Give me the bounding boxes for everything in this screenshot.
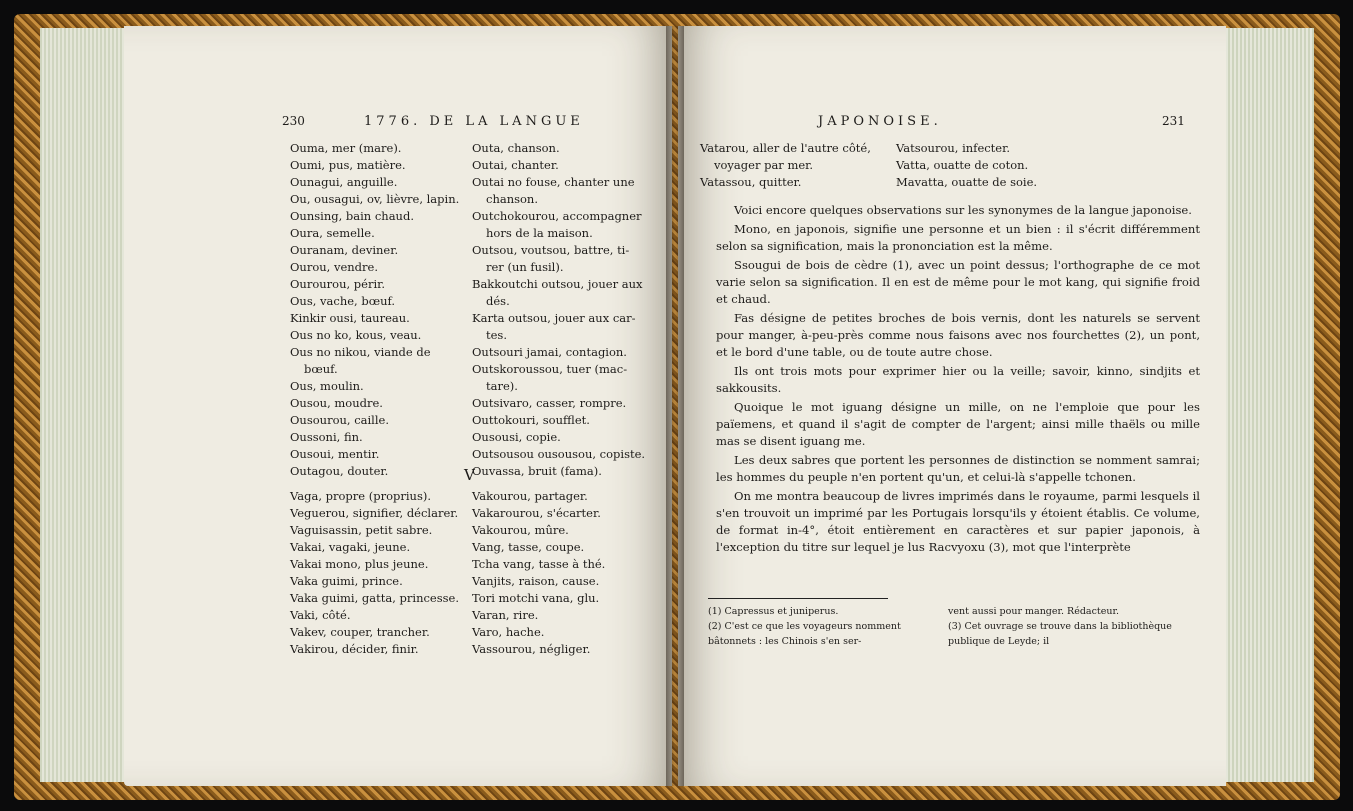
entry-line: Ous, vache, bœuf. xyxy=(290,294,396,308)
entry-line: voyager par mer. xyxy=(714,158,814,172)
entry-line: Kinkir ousi, taureau. xyxy=(290,311,410,325)
entry-line: Ourou, vendre. xyxy=(290,260,379,274)
entry-line: Oussoni, fin. xyxy=(290,430,363,444)
entry-line: Outchokourou, accompagner xyxy=(472,209,642,223)
entry-line: Vatta, ouatte de coton. xyxy=(896,158,1029,172)
entry-line: Oura, semelle. xyxy=(290,226,375,240)
entry-line: Outai no fouse, chanter une xyxy=(472,175,635,189)
paragraph: Les deux sabres que portent les personnes de distinction se nomment samrai; les hommes du peuple n'en portent qu'un, et celui-là s'appelle tchonen. xyxy=(716,453,1200,484)
entry-line: Vassourou, négliger. xyxy=(472,642,591,656)
paragraph: Ssougui de bois de cèdre (1), avec un point dessus; l'orthographe de ce mot varie selon sa signification. Il en est de même pour le mot kang, qui signifie froid et chaud. xyxy=(716,258,1200,306)
page-edges-right xyxy=(1224,28,1314,782)
paragraph: Quoique le mot iguang désigne un mille, on ne l'emploie que pour les païemens, et quand il s'agit de compter de l'argent; ainsi mille thaëls ou mille mas se disent iguang me. xyxy=(716,400,1200,448)
entry-line: vent aussi pour manger. Rédacteur. xyxy=(948,606,1119,617)
entry-line: Vatarou, aller de l'autre côté, xyxy=(700,141,871,155)
entry-line: Bakkoutchi outsou, jouer aux xyxy=(472,277,643,291)
entry-line: Varo, hache. xyxy=(472,625,545,639)
entry-line: Ous no nikou, viande de xyxy=(290,345,431,359)
entry-line: Outtokouri, soufflet. xyxy=(472,413,590,427)
entry-line: Ouvassa, bruit (fama). xyxy=(472,464,602,478)
entry-line: Oumi, pus, matière. xyxy=(290,158,406,172)
entry-line: Vakourou, mûre. xyxy=(472,523,569,537)
entry-line: Tcha vang, tasse à thé. xyxy=(472,557,606,571)
entry-line: Ou, ousagui, ov, lièvre, lapin. xyxy=(290,192,460,206)
entry-line: Outai, chanter. xyxy=(472,158,559,172)
left-column-3 xyxy=(290,488,459,658)
entry-line: Vaki, côté. xyxy=(290,608,351,622)
footnote-rule xyxy=(708,598,888,599)
entry-line: bœuf. xyxy=(304,362,338,376)
left-page-number: 230 xyxy=(282,114,305,128)
right-page xyxy=(678,26,1226,786)
entry-line: rer (un fusil). xyxy=(486,260,564,274)
entry-line: Ousoui, mentir. xyxy=(290,447,380,461)
left-column-4 xyxy=(472,488,605,658)
entry-line: Outsousou ousousou, copiste. xyxy=(472,447,646,461)
entry-line: Ousou, moudre. xyxy=(290,396,383,410)
book-gutter xyxy=(666,26,684,786)
entry-line: (3) Cet ouvrage se trouve dans la bibliothèque publique de Leyde; il xyxy=(948,621,1172,647)
entry-line: Ouranam, deviner. xyxy=(290,243,399,257)
entry-line: Vakarourou, s'écarter. xyxy=(472,506,601,520)
right-entries-right xyxy=(896,140,1037,191)
entry-line: (1) Capressus et juniperus. xyxy=(708,606,839,617)
right-entries-left xyxy=(700,140,871,191)
entry-line: Vaka guimi, gatta, princesse. xyxy=(290,591,460,605)
entry-line: Vakai, vagaki, jeune. xyxy=(290,540,411,554)
footnotes-left xyxy=(708,604,944,649)
entry-line: Mavatta, ouatte de soie. xyxy=(896,175,1038,189)
entry-line: Ounagui, anguille. xyxy=(290,175,398,189)
entry-line: Vaga, propre (proprius). xyxy=(290,489,431,503)
paragraph: Fas désigne de petites broches de bois vernis, dont les naturels se servent pour manger, à-peu-près comme nous faisons avec nos fourchettes (2), un pont, et le bord d'une table, ou de toute autre chose. xyxy=(716,311,1200,359)
entry-line: Ounsing, bain chaud. xyxy=(290,209,414,223)
entry-line: Ous no ko, kous, veau. xyxy=(290,328,422,342)
entry-line: Varan, rire. xyxy=(472,608,539,622)
entry-line: Outagou, douter. xyxy=(290,464,389,478)
paragraph: Mono, en japonois, signifie une personne et un bien : il s'écrit différemment selon sa signification, mais la prononciation est la même. xyxy=(716,222,1200,253)
entry-line: tes. xyxy=(486,328,507,342)
page-edges-left xyxy=(40,28,126,782)
entry-line: tare). xyxy=(486,379,518,393)
entry-line: Outa, chanson. xyxy=(472,141,560,155)
entry-line: Vatsourou, infecter. xyxy=(896,141,1011,155)
entry-line: Ourourou, périr. xyxy=(290,277,386,291)
entry-line: Tori motchi vana, glu. xyxy=(472,591,600,605)
paragraph: Voici encore quelques observations sur les synonymes de la langue japonoise. xyxy=(734,203,1192,217)
entry-line: Ousourou, caille. xyxy=(290,413,389,427)
paragraph: Ils ont trois mots pour exprimer hier ou la veille; savoir, kinno, sindjits et sakkousits. xyxy=(716,364,1200,395)
footnotes-right xyxy=(948,604,1184,649)
entry-line: Vaguisassin, petit sabre. xyxy=(290,523,433,537)
entry-line: Vanjits, raison, cause. xyxy=(472,574,600,588)
entry-line: Outsou, voutsou, battre, ti- xyxy=(472,243,630,257)
entry-line: Vakourou, partager. xyxy=(472,489,588,503)
entry-line: Ousousi, copie. xyxy=(472,430,561,444)
entry-line: Outsouri jamai, contagion. xyxy=(472,345,627,359)
entry-line: Vaka guimi, prince. xyxy=(290,574,403,588)
left-running-head: 1776. DE LA LANGUE xyxy=(364,114,584,129)
right-page-number: 231 xyxy=(1162,114,1185,128)
entry-line: Karta outsou, jouer aux car- xyxy=(472,311,636,325)
left-page xyxy=(124,26,672,786)
entry-line: Ous, moulin. xyxy=(290,379,364,393)
entry-line: Vatassou, quitter. xyxy=(700,175,802,189)
entry-line: Vakirou, décider, finir. xyxy=(290,642,419,656)
right-running-head: JAPONOISE. xyxy=(818,114,942,129)
entry-line: Outsivaro, casser, rompre. xyxy=(472,396,627,410)
left-column-1 xyxy=(290,140,459,480)
observations-text xyxy=(716,202,1200,558)
entry-line: Vakev, couper, trancher. xyxy=(290,625,430,639)
section-letter: V xyxy=(464,466,475,484)
entry-line: Ouma, mer (mare). xyxy=(290,141,402,155)
entry-line: chanson. xyxy=(486,192,538,206)
entry-line: (2) C'est ce que les voyageurs nomment bâtonnets : les Chinois s'en ser- xyxy=(708,621,901,647)
entry-line: Veguerou, signifier, déclarer. xyxy=(290,506,459,520)
left-column-2 xyxy=(472,140,645,480)
entry-line: dés. xyxy=(486,294,510,308)
entry-line: Vakai mono, plus jeune. xyxy=(290,557,429,571)
entry-line: hors de la maison. xyxy=(486,226,593,240)
paragraph: On me montra beaucoup de livres imprimés dans le royaume, parmi lesquels il s'en trouvoit un imprimé par les Portugais lorsqu'ils y étoient établis. Ce volume, de format in-4°, étoit entièrement en caractères et sur papier japonois, à l'exception du titre sur lequel je lus Racvyoxu (3), mot que l'interprète xyxy=(716,489,1200,554)
entry-line: Outskoroussou, tuer (mac- xyxy=(472,362,628,376)
entry-line: Vang, tasse, coupe. xyxy=(472,540,585,554)
